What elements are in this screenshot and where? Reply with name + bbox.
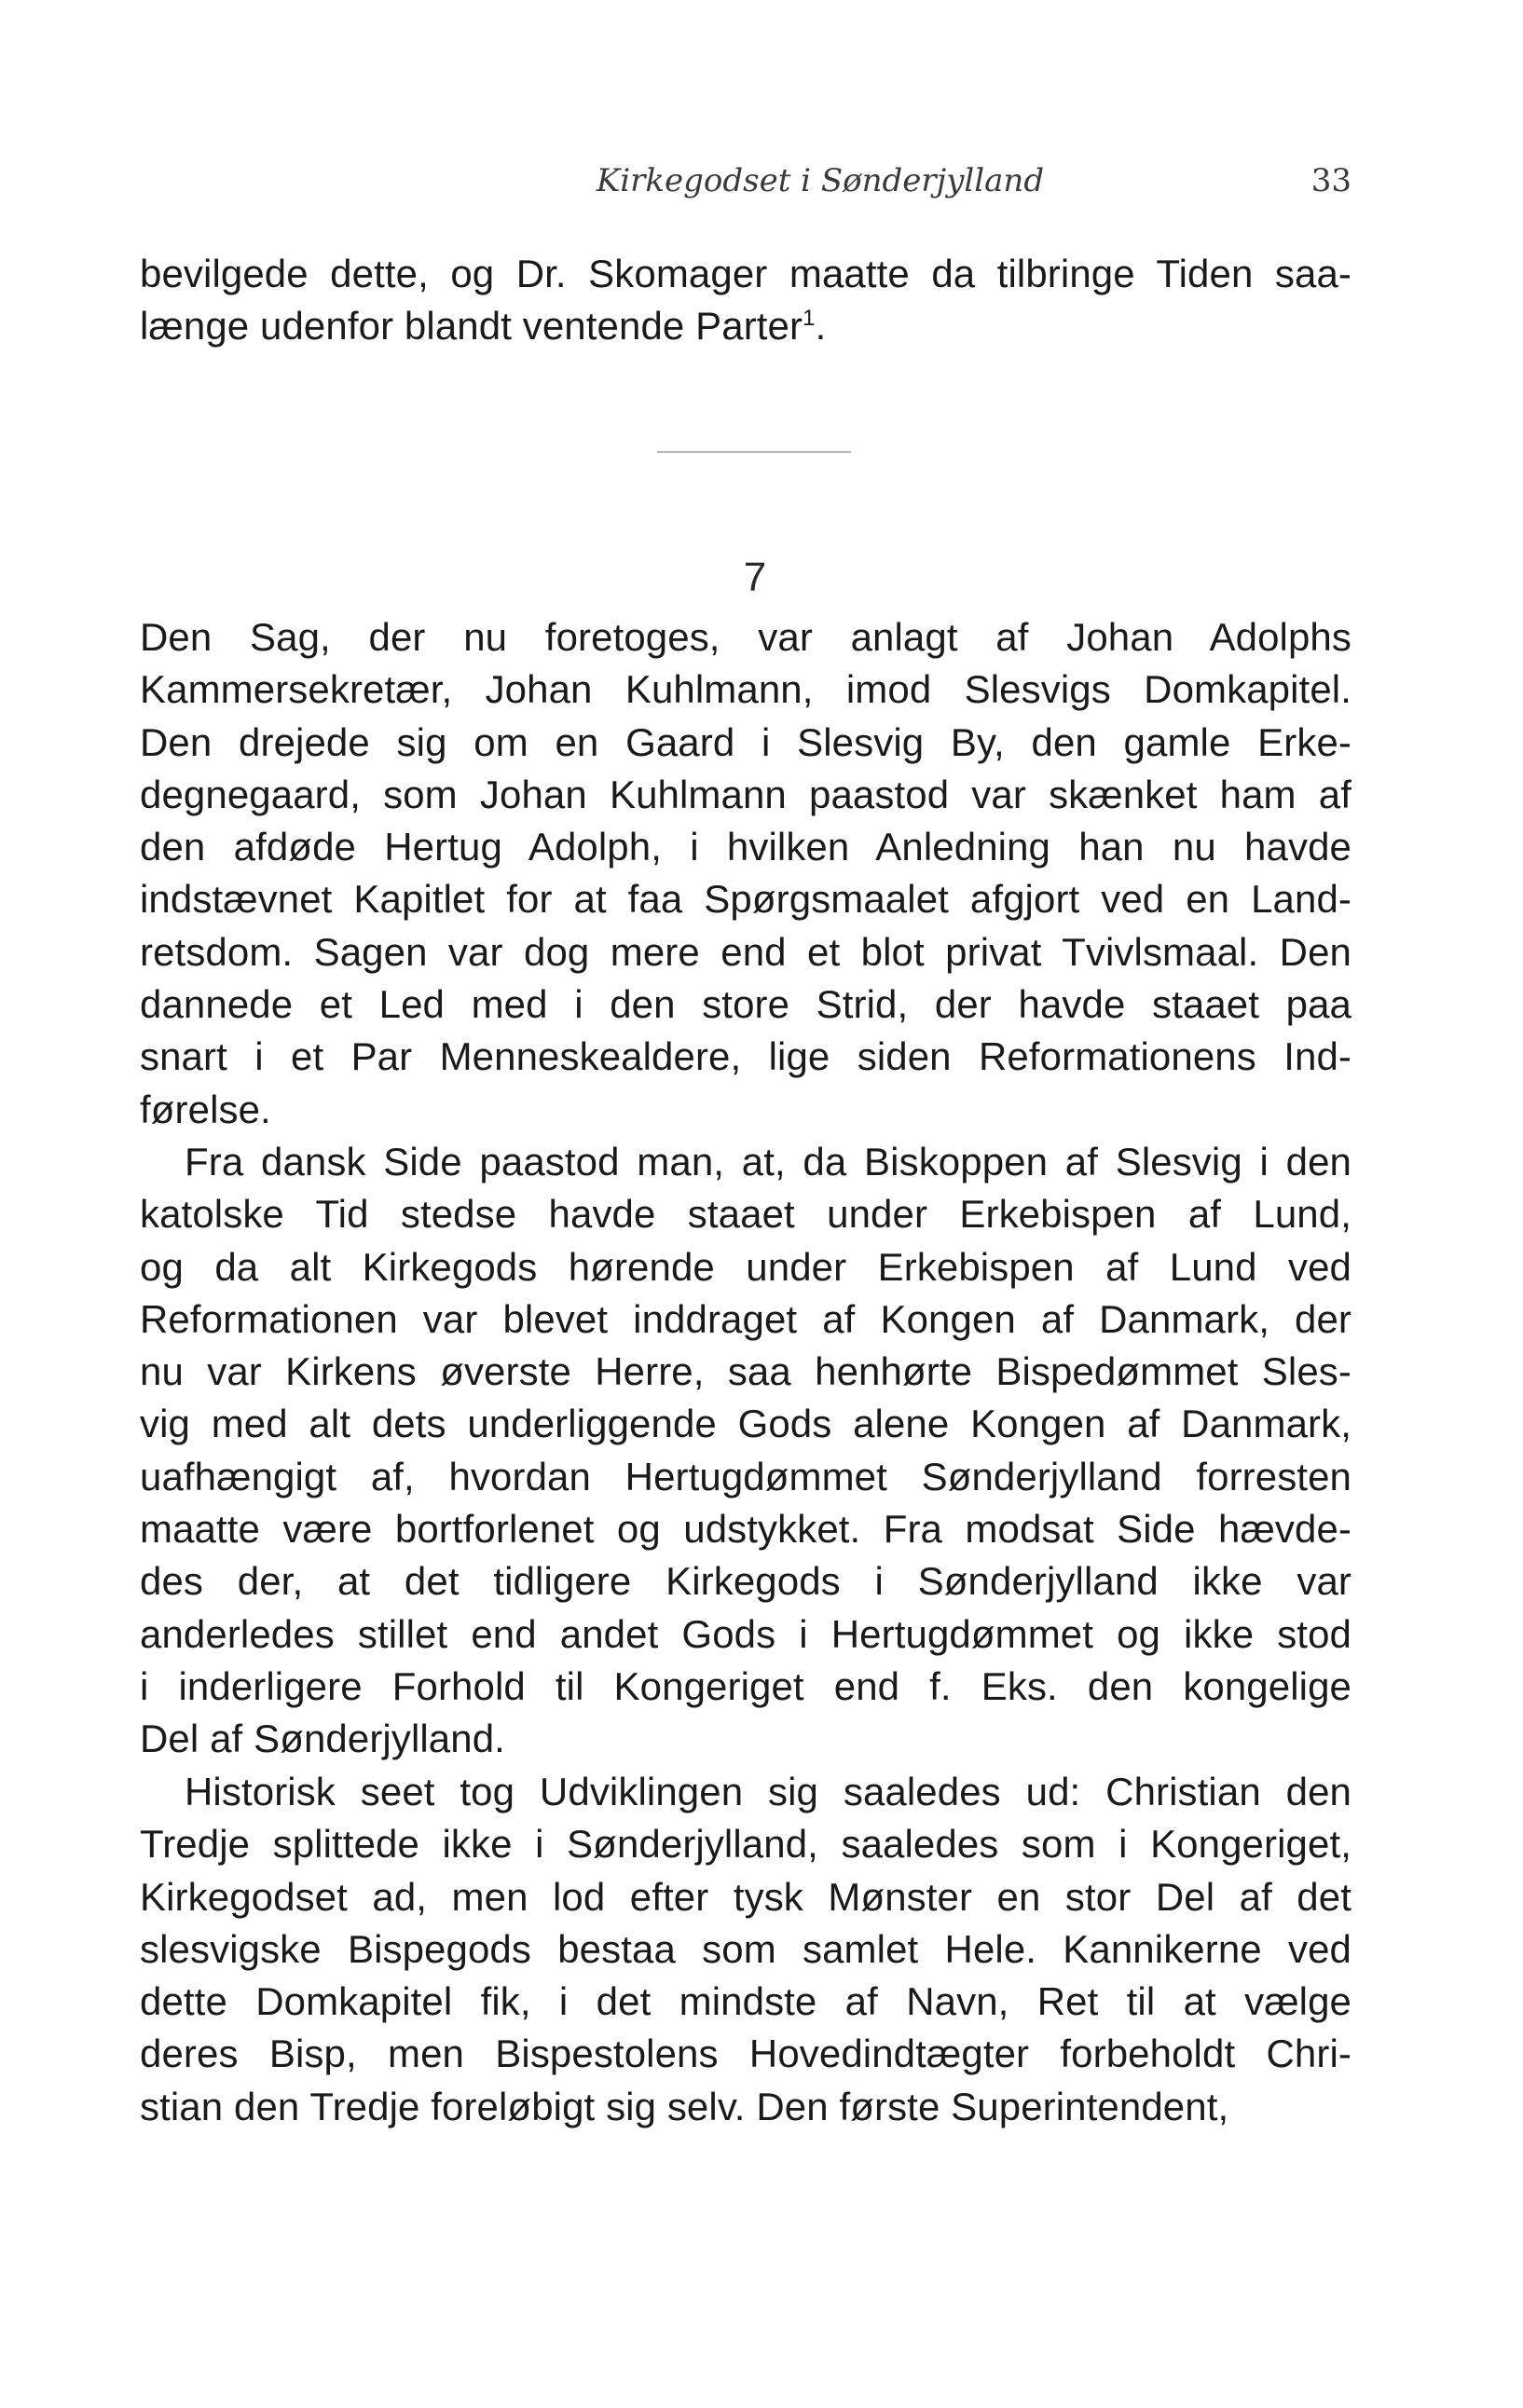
text-line: vig med alt dets underliggende Gods alene Kongen af Danmark, bbox=[140, 1402, 1351, 1446]
text-line: i inderligere Forhold til Kongeriget end f. Eks. den kongelige bbox=[140, 1663, 1351, 1708]
paragraph bbox=[140, 1766, 1351, 2133]
text-line: Kirkegodset ad, men lod efter tysk Mønster en stor Del af det bbox=[140, 1874, 1351, 1919]
text-line: des der, at det tidligere Kirkegods i Sønderjylland ikke var bbox=[140, 1559, 1351, 1604]
section-number: 7 bbox=[743, 554, 767, 600]
text-line: deres Bisp, men Bispestolens Hovedindtægter forbeholdt Chri- bbox=[140, 2032, 1351, 2076]
text-line: nu var Kirkens øverste Herre, saa henhørte Bispedømmet Sles- bbox=[140, 1349, 1351, 1394]
text-line: Tredje splittede ikke i Sønderjylland, saaledes som i Kongeriget, bbox=[140, 1822, 1351, 1867]
text-line: og da alt Kirkegods hørende under Erkebispen af Lund ved bbox=[140, 1244, 1351, 1289]
running-head bbox=[140, 160, 1351, 201]
opening-continuation bbox=[140, 248, 1351, 353]
text-line: slesvigske Bispegods bestaa som samlet Hele. Kannikerne ved bbox=[140, 1926, 1351, 1971]
text-line: Den Sag, der nu foretoges, var anlagt af Johan Adolphs bbox=[140, 615, 1351, 659]
text-line: katolske Tid stedse havde staaet under Erkebispen af Lund, bbox=[140, 1192, 1351, 1237]
text-line: bevilgede dette, og Dr. Skomager maatte da tilbringe Tiden saa- bbox=[140, 252, 1351, 295]
paragraph bbox=[140, 1136, 1351, 1766]
footnote-reference: 1 bbox=[803, 306, 816, 332]
text-line: degnegaard, som Johan Kuhlmann paastod var skænket ham af bbox=[140, 772, 1351, 816]
page-number: 33 bbox=[1310, 162, 1351, 199]
text-line: Del af Sønderjylland. bbox=[140, 1717, 505, 1761]
text-line: stian den Tredje foreløbigt sig selv. Den første Superintendent, bbox=[140, 2084, 1229, 2128]
line-punctuation: . bbox=[815, 304, 827, 349]
running-title: Kirkegodset i Sønderjylland bbox=[596, 162, 1045, 199]
text-line: Reformationen var blevet inddraget af Kongen af Danmark, der bbox=[140, 1296, 1351, 1341]
text-line: dannede et Led med i den store Strid, der havde staaet paa bbox=[140, 982, 1351, 1027]
text-line: længe udenfor blandt ventende Parter bbox=[140, 304, 803, 349]
text-line: uafhængigt af, hvordan Hertugdømmet Sønderjylland forresten bbox=[140, 1454, 1351, 1498]
text-line: dette Domkapitel fik, i det mindste af Navn, Ret til at vælge bbox=[140, 1979, 1351, 2024]
text-line: Kammersekretær, Johan Kuhlmann, imod Slesvigs Domkapitel. bbox=[140, 667, 1351, 712]
paragraph bbox=[140, 611, 1351, 1136]
text-line: den afdøde Hertug Adolph, i hvilken Anledning han nu havde bbox=[140, 825, 1351, 869]
text-line: anderledes stillet end andet Gods i Hertugdømmet og ikke stod bbox=[140, 1611, 1351, 1656]
text-line: Historisk seet tog Udviklingen sig saaledes ud: Christian den bbox=[185, 1770, 1351, 1813]
text-line: snart i et Par Menneskealdere, lige siden Reformationens Ind- bbox=[140, 1034, 1351, 1079]
text-line: retsdom. Sagen var dog mere end et blot privat Tvivlsmaal. Den bbox=[140, 929, 1351, 974]
text-line: maatte være bortforlenet og udstykket. Fra modsat Side hævde- bbox=[140, 1507, 1351, 1552]
text-line: indstævnet Kapitlet for at faa Spørgsmaalet afgjort ved en Land- bbox=[140, 877, 1351, 922]
section-divider bbox=[657, 451, 851, 453]
text-line: førelse. bbox=[140, 1087, 271, 1131]
text-line-with-footnote bbox=[140, 300, 1351, 352]
text-line: Den drejede sig om en Gaard i Slesvig By, den gamle Erke- bbox=[140, 719, 1351, 764]
text-line: Fra dansk Side paastod man, at, da Biskoppen af Slesvig i den bbox=[185, 1140, 1351, 1183]
